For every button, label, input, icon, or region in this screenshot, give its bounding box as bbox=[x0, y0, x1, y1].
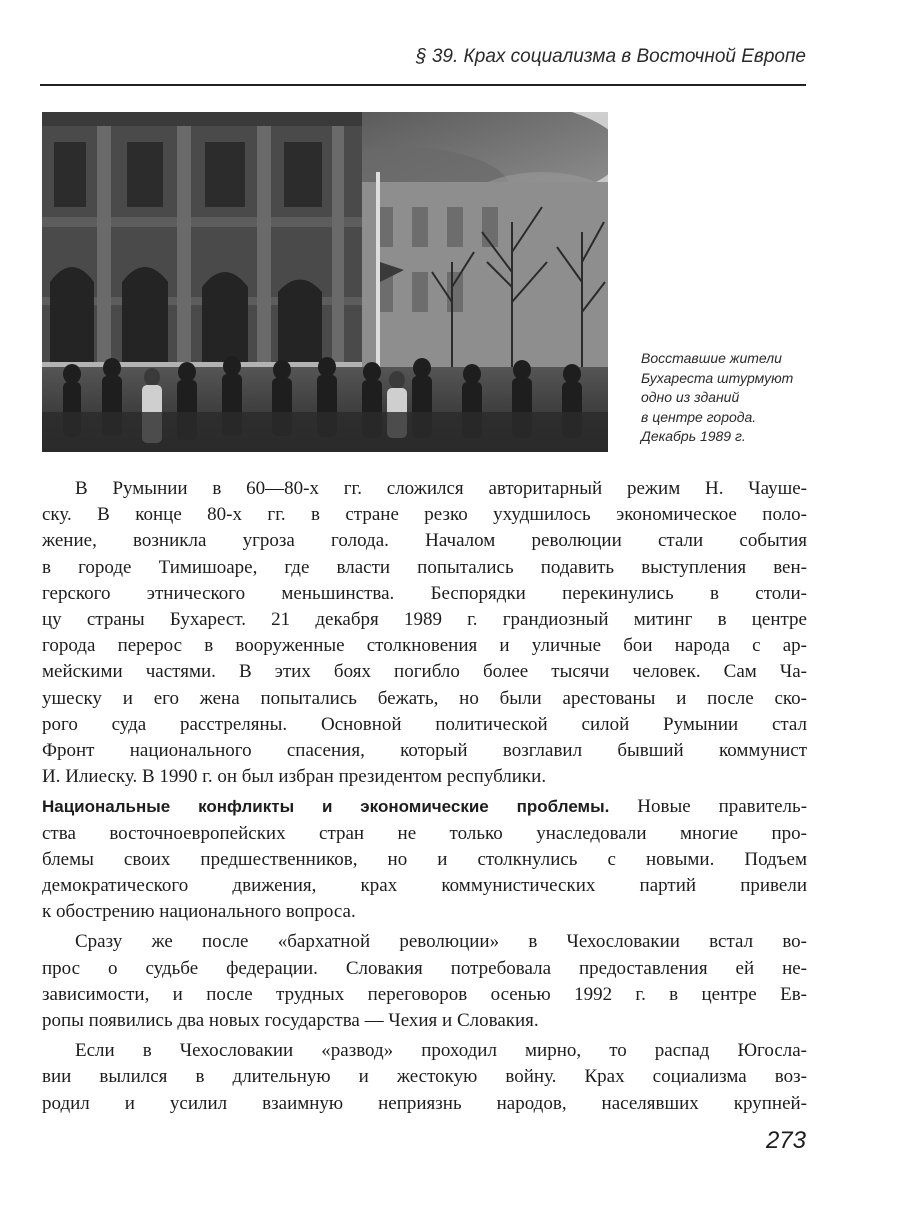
text-line: герского этнического меньшинства. Беспорядки перекинулись в столи- bbox=[42, 582, 807, 604]
text-line: ску. В конце 80-х гг. в стране резко ухудшилось экономическое поло- bbox=[42, 504, 807, 526]
photo-caption bbox=[641, 349, 821, 447]
text-line: ства восточноевропейских стран не только унаследовали многие про- bbox=[42, 822, 807, 844]
paragraph-czechoslovakia bbox=[42, 929, 807, 1034]
text-line: родил и усилил взаимную неприязнь народов, населявших крупней- bbox=[42, 1092, 807, 1114]
paragraph-romania bbox=[42, 476, 807, 790]
text-run: Новые правитель- bbox=[637, 796, 808, 818]
section-heading: Национальные конфликты и экономические проблемы. bbox=[42, 797, 610, 817]
caption-line: одно из зданий bbox=[641, 389, 740, 405]
paragraph-national-conflicts bbox=[42, 794, 807, 925]
text-line: демократического движения, крах коммунистических партий привели bbox=[42, 875, 807, 897]
text-line: прос о судьбе федерации. Словакия потребовала предоставления ей не- bbox=[42, 957, 807, 979]
text-line: в городе Тимишоаре, где власти попытались подавить выступления вен- bbox=[42, 556, 807, 578]
text-line: ушеску и его жена попытались бежать, но были арестованы и после ско- bbox=[42, 687, 807, 709]
text-line: вии вылился в длительную и жестокую войну. Крах социализма воз- bbox=[42, 1066, 807, 1088]
text-line: рого суда расстреляны. Основной политической силой Румынии стал bbox=[42, 713, 807, 735]
text-line: блемы своих предшественников, но и столкнулись с новыми. Подъем bbox=[42, 848, 807, 870]
header-rule bbox=[40, 84, 806, 86]
text-line: к обострению национального вопроса. bbox=[42, 901, 356, 923]
body-text bbox=[42, 476, 807, 1121]
text-line: города перерос в вооруженные столкновения и уличные бои народа с ар- bbox=[42, 635, 807, 657]
caption-line: в центре города. bbox=[641, 408, 757, 425]
photo-illustration bbox=[42, 112, 608, 452]
paragraph-yugoslavia bbox=[42, 1038, 807, 1117]
caption-line: Декабрь 1989 г. bbox=[641, 428, 746, 444]
caption-line: Восставшие жители bbox=[641, 350, 782, 366]
text-line: В Румынии в 60—80-х гг. сложился авторитарный режим Н. Чауше- bbox=[75, 478, 807, 499]
text-line: зависимости, и после трудных переговоров осенью 1992 г. в центре Ев- bbox=[42, 983, 807, 1005]
photo-bucharest-uprising bbox=[42, 112, 608, 452]
caption-line: Бухареста штурмуют bbox=[641, 369, 794, 386]
text-line: Если в Чехословакии «развод» проходил мирно, то распад Югосла- bbox=[75, 1040, 807, 1062]
text-line: Сразу же после «бархатной революции» в Чехословакии встал во- bbox=[75, 931, 807, 953]
text-line: цу страны Бухарест. 21 декабря 1989 г. грандиозный митинг в центре bbox=[42, 609, 807, 631]
text-line: жение, возникла угроза голода. Началом революции стали события bbox=[42, 530, 807, 552]
text-line: И. Илиеску. В 1990 г. он был избран президентом республики. bbox=[42, 766, 547, 788]
running-head: § 39. Крах социализма в Восточной Европе bbox=[416, 46, 806, 67]
page-number: 273 bbox=[765, 1127, 806, 1154]
text-line: ропы появились два новых государства — Чехия и Словакия. bbox=[42, 1010, 539, 1032]
text-line: Фронт национального спасения, который возглавил бывший коммунист bbox=[42, 740, 807, 762]
text-line: мейскими частями. В этих боях погибло более тысячи человек. Сам Ча- bbox=[42, 661, 807, 683]
text-line bbox=[42, 794, 807, 820]
